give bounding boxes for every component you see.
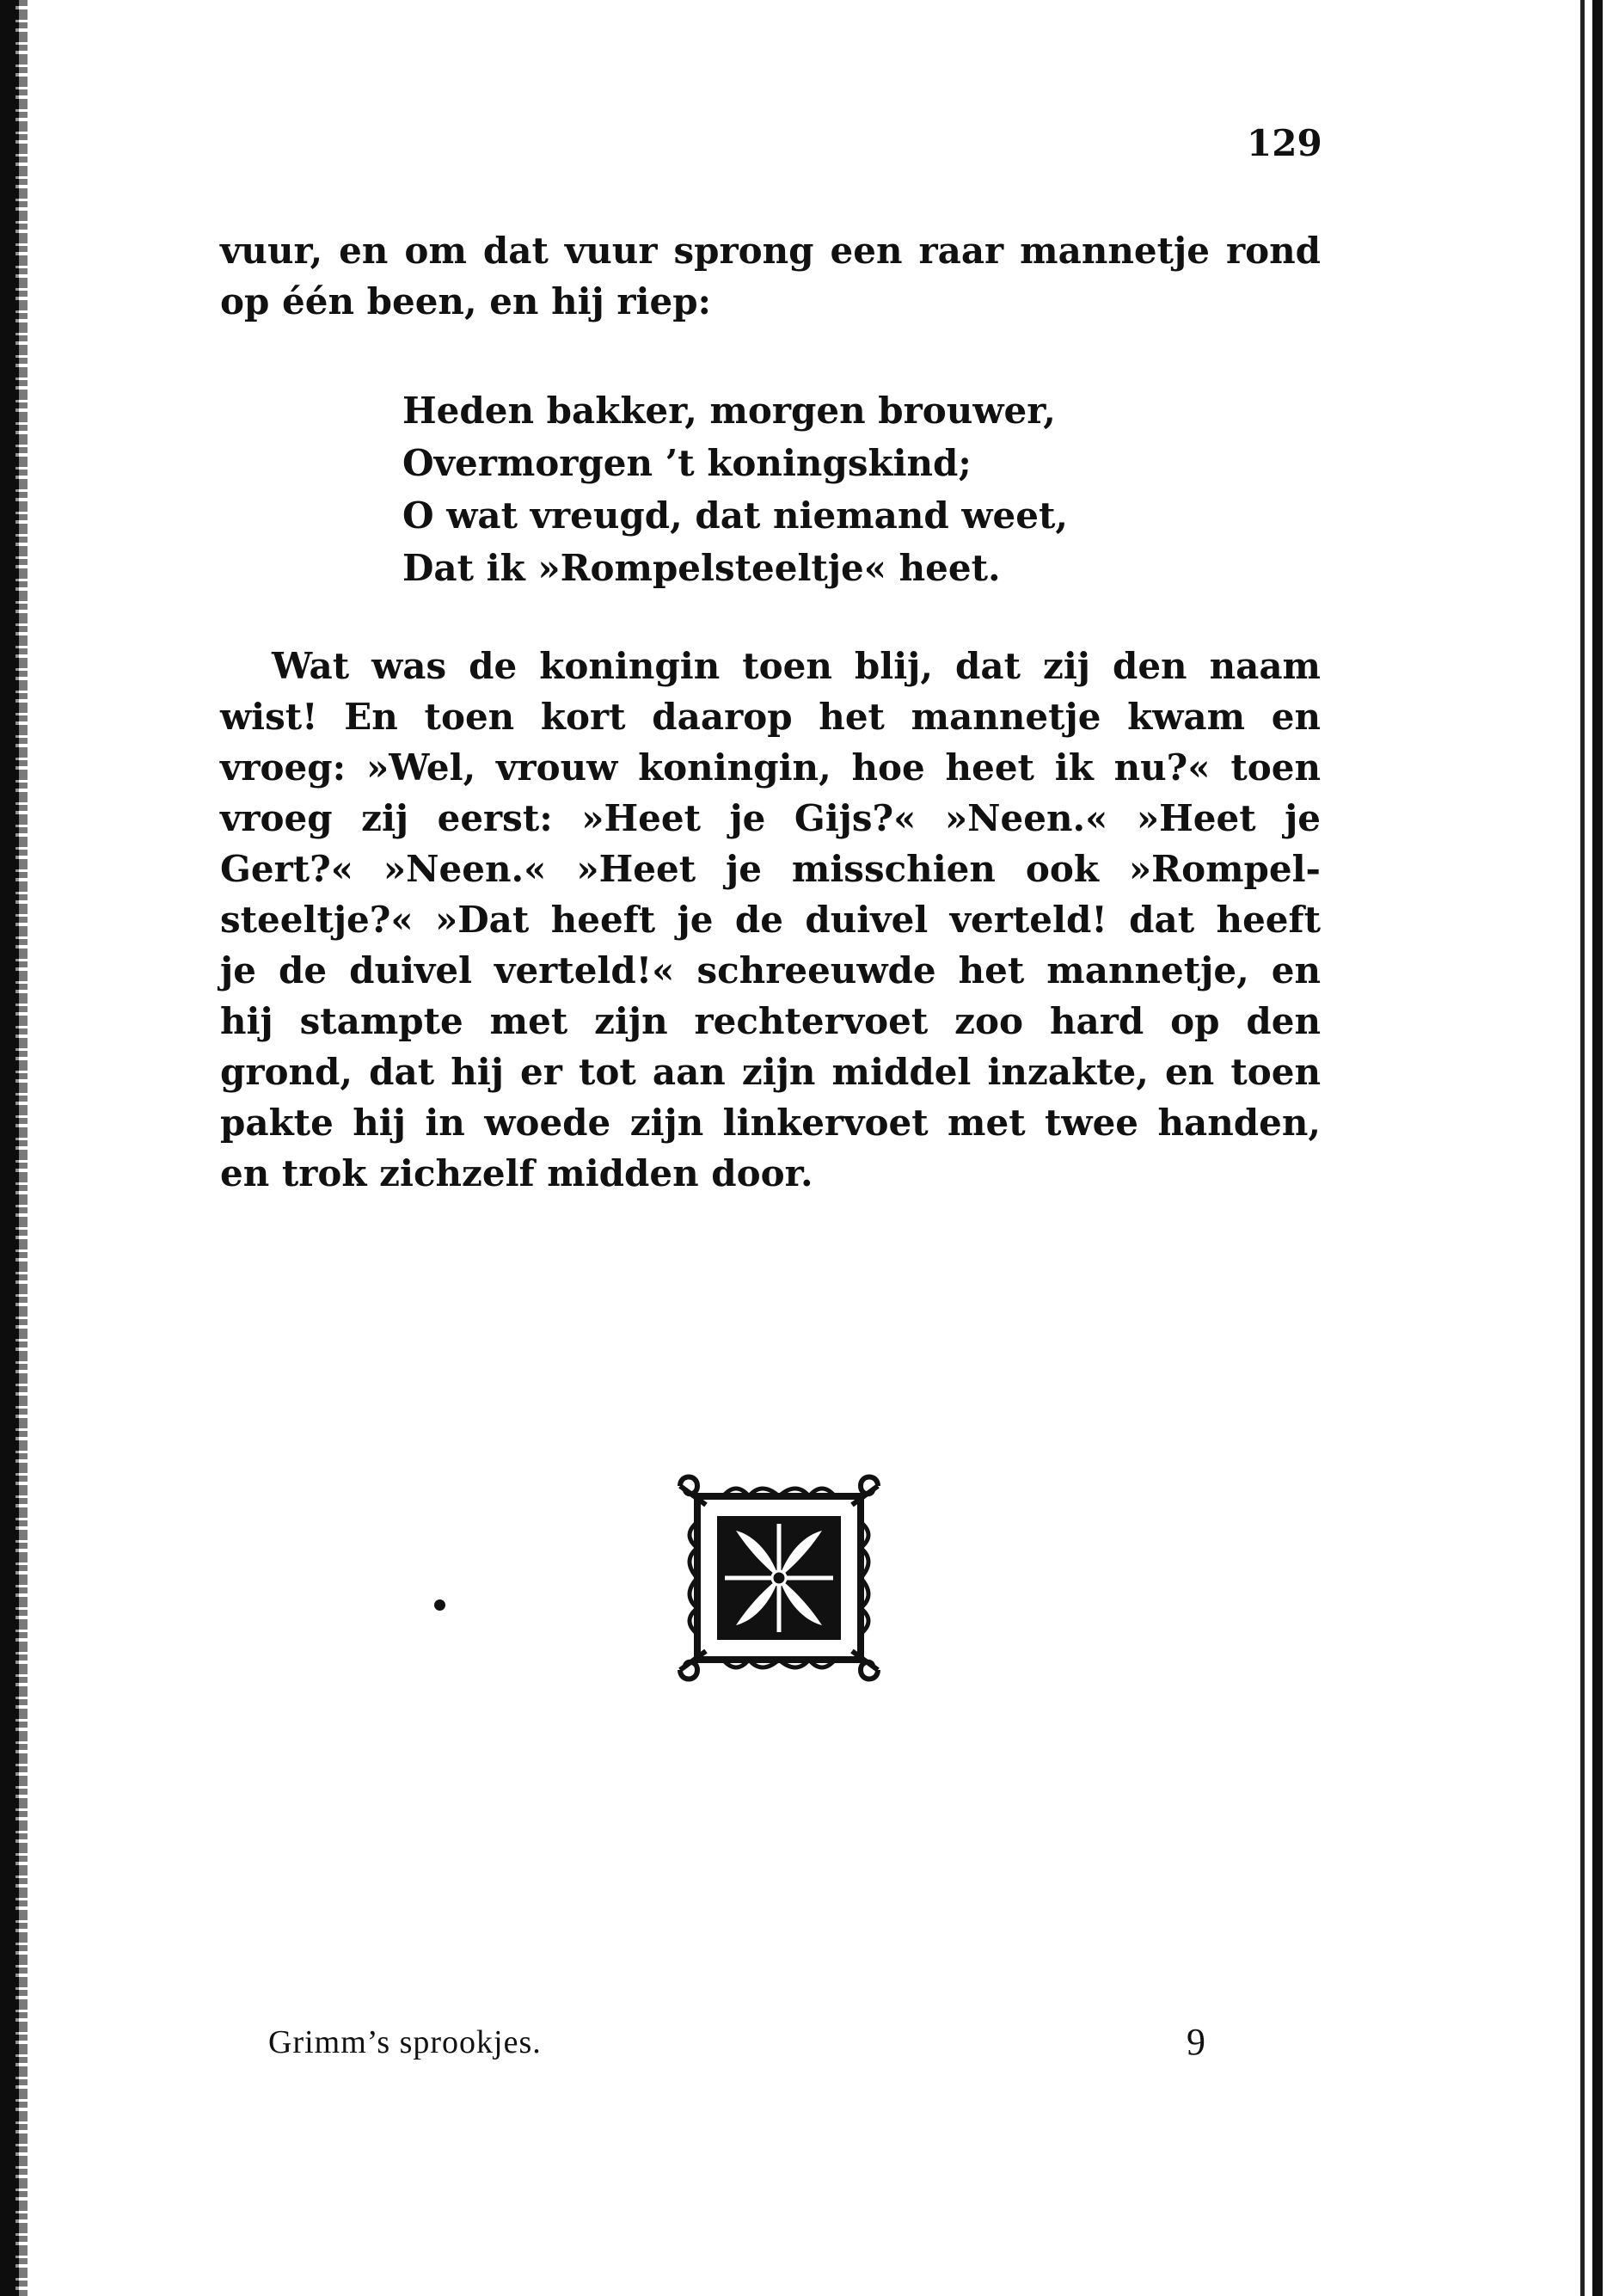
text-line: en trok zichzelf midden door. bbox=[220, 1152, 813, 1194]
decorative-tailpiece-icon bbox=[672, 1470, 886, 1685]
text-line: vroeg zij eerst: »Heet je Gijs?« »Neen.« »Heet je bbox=[220, 797, 1321, 839]
signature-mark: 9 bbox=[1187, 2021, 1205, 2063]
right-page-edge-outer bbox=[1592, 0, 1603, 2296]
text-line: hij stampte met zijn rechtervoet zoo hard op den bbox=[220, 1000, 1321, 1042]
paragraph-main bbox=[220, 641, 1321, 1199]
text-line: je de duivel verteld!« schreeuwde het mannetje, en bbox=[220, 949, 1321, 991]
text-line: pakte hij in woede zijn linkervoet met twee handen, bbox=[220, 1102, 1321, 1144]
text-line: steeltje?« »Dat heeft je de duivel verteld! dat heeft bbox=[220, 899, 1321, 941]
text-line: grond, dat hij er tot aan zijn middel inzakte, en toen bbox=[220, 1051, 1321, 1093]
text-line: Gert?« »Neen.« »Heet je misschien ook »Rompel- bbox=[220, 848, 1321, 890]
page-number: 129 bbox=[1247, 122, 1322, 164]
verse-line: Dat ik »Rompelsteeltje« heet. bbox=[402, 547, 1001, 589]
paragraph-continued bbox=[220, 225, 1321, 327]
verse-line: Overmorgen ’t koningskind; bbox=[402, 442, 972, 484]
text-line-first bbox=[220, 641, 1321, 691]
text-line: wist! En toen kort daarop het mannetje kwam en bbox=[220, 696, 1321, 738]
text-line: vuur, en om dat vuur sprong een raar mannetje rond bbox=[220, 230, 1321, 272]
text-line: vroeg: »Wel, vrouw koningin, hoe heet ik nu?« toen bbox=[220, 746, 1321, 789]
text-line: op één been, en hij riep: bbox=[220, 280, 712, 322]
right-page-edge bbox=[1580, 0, 1585, 2296]
footer-title: Grimm’s sprookjes. bbox=[268, 2024, 542, 2060]
verse-line: O wat vreugd, dat niemand weet, bbox=[402, 494, 1068, 537]
binding-edge-texture bbox=[15, 0, 28, 2296]
stray-dot bbox=[434, 1599, 445, 1611]
verse-block bbox=[402, 384, 1068, 594]
verse-line: Heden bakker, morgen brouwer, bbox=[402, 390, 1056, 432]
text-line-content: Wat was de koningin toen blij, dat zij den naam bbox=[272, 645, 1321, 687]
